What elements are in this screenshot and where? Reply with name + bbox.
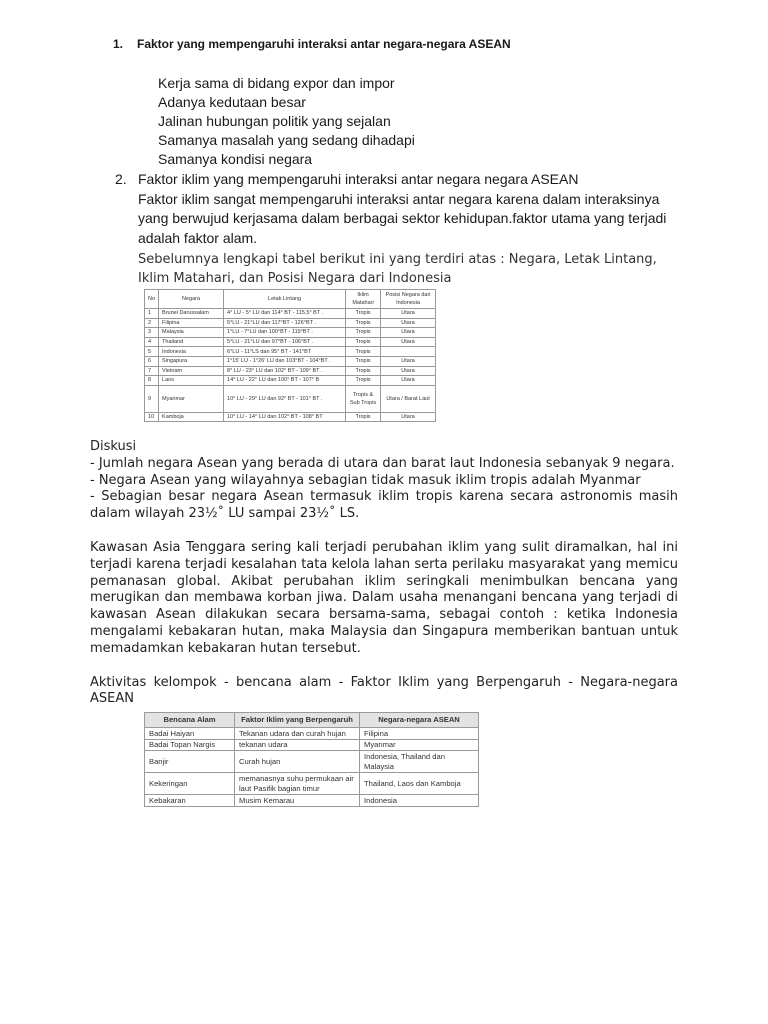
table-cell: 5°LU - 21°LU dan 117°BT - 126°BT . [224, 318, 346, 328]
disaster-climate-table [144, 712, 479, 807]
factor-item: Adanya kedutaan besar [158, 94, 306, 110]
table-cell: Vietnam [159, 366, 224, 376]
table-cell: Tropis [346, 328, 381, 338]
table-cell: Tropis [346, 318, 381, 328]
table-cell: 7 [145, 366, 159, 376]
question-1-heading [113, 37, 511, 51]
col-header-country: Negara [159, 290, 224, 309]
question-2-heading [115, 170, 675, 190]
factor-item: Samanya kondisi negara [158, 151, 313, 167]
table-cell: Utara [381, 309, 436, 319]
table-cell: 5°LU - 21°LU dan 97°BT - 106°BT . [224, 337, 346, 347]
table-cell: Utara [381, 412, 436, 422]
discussion-point: - Negara Asean yang wilayahnya sebagian tidak masuk iklim tropis adalah Myanmar [90, 472, 641, 488]
table-cell: 2 [145, 318, 159, 328]
table-cell: 8 [145, 376, 159, 386]
table-row [145, 328, 436, 338]
table-cell: Utara [381, 356, 436, 366]
col-header-disaster: Bencana Alam [145, 713, 235, 728]
factor-item: Kerja sama di bidang expor dan impor [158, 75, 395, 91]
table-cell: Tropis & Sub Tropis [346, 385, 381, 412]
country-latitude-table [144, 289, 436, 422]
question-2-number: 2. [115, 171, 127, 187]
table-cell: Tropis [346, 356, 381, 366]
table-row [145, 376, 436, 386]
table-cell: 4 [145, 337, 159, 347]
table-row [145, 309, 436, 319]
table-row [145, 412, 436, 422]
table-row [145, 347, 436, 357]
table-cell: Banjir [145, 751, 235, 773]
table-cell: 10 [145, 412, 159, 422]
factor-item: Jalinan hubungan politik yang sejalan [158, 113, 391, 129]
table-cell: 10° LU - 14° LU dan 102° BT - 108° BT [224, 412, 346, 422]
discussion-point: - Jumlah negara Asean yang berada di utara dan barat laut Indonesia sebanyak 9 negara. [90, 455, 675, 471]
table-cell: 1 [145, 309, 159, 319]
question-2 [115, 170, 675, 288]
table-cell: Utara / Barat Laut [381, 385, 436, 412]
table-cell: Tropis [346, 376, 381, 386]
question-1-number: 1. [113, 37, 124, 51]
table-cell: Thailand [159, 337, 224, 347]
table-cell: Myanmar [360, 739, 479, 751]
table-cell: Tekanan udara dan curah hujan [235, 728, 360, 740]
table-cell: Utara [381, 318, 436, 328]
table-cell: 8° LU - 23° LU dan 102° BT - 109° BT . [224, 366, 346, 376]
table-cell [381, 347, 436, 357]
table-cell: 6°LU - 11°LS dan 95° BT - 141°BT [224, 347, 346, 357]
table-cell: 3 [145, 328, 159, 338]
table-row [145, 728, 479, 740]
question-2-body: Faktor iklim sangat mempengaruhi interaksi antar negara karena dalam interaksinya yang berwujud kerjasama dalam berbagai sektor kehidupan.faktor utama yang terjadi adalah faktor alam. [138, 190, 667, 246]
table-cell: Myanmar [159, 385, 224, 412]
table-cell: tekanan udara [235, 739, 360, 751]
table-cell: memanasnya suhu permukaan air laut Pasifik bagian timur [235, 773, 360, 795]
table-cell: Kebakaran [145, 795, 235, 807]
table-header-row [145, 713, 479, 728]
table-row [145, 356, 436, 366]
table-cell: 5 [145, 347, 159, 357]
table-row [145, 739, 479, 751]
table-row [145, 337, 436, 347]
table-cell: 9 [145, 385, 159, 412]
table-cell: Badai Topan Nargis [145, 739, 235, 751]
table-cell: Tropis [346, 366, 381, 376]
table-row [145, 751, 479, 773]
question-2-title: Faktor iklim yang mempengaruhi interaksi antar negara negara ASEAN [138, 171, 579, 187]
table-cell: Badai Haiyan [145, 728, 235, 740]
table-row [145, 366, 436, 376]
table-cell: 1°15' LU - 1°26' LU dan 103°BT - 104°BT . [224, 356, 346, 366]
table-cell: Filipina [360, 728, 479, 740]
table-cell: Utara [381, 337, 436, 347]
table-row [145, 385, 436, 412]
table-cell: 6 [145, 356, 159, 366]
table-cell: Utara [381, 366, 436, 376]
factor-list [158, 74, 415, 169]
discussion-paragraph: Kawasan Asia Tenggara sering kali terjadi perubahan iklim yang sulit diramalkan, hal ini terjadi karena terjadi kesalahan tata kelola lahan serta perilaku masyarakat yang memicu pemanasan global. Akibat perubahan iklim seringkali menimbulkan bencana yang merugikan dan membawa korban jiwa. Dalam usaha menangani bencana yang terjadi di kawasan Asean dilakukan secara bersama-sama, sebagai contoh : ketika Indonesia mengalami kebakaran hutan, maka Malaysia dan Singapura memberikan bantuan untuk memadamkan kebakaran hutan tersebut. [90, 539, 678, 656]
table-cell: Utara [381, 376, 436, 386]
discussion-title: Diskusi [90, 439, 137, 454]
col-header-climate-factor: Faktor Iklim yang Berpengaruh [235, 713, 360, 728]
table-cell: Kamboja [159, 412, 224, 422]
activity-heading: Aktivitas kelompok - bencana alam - Faktor Iklim yang Berpengaruh - Negara-negara ASEAN [90, 674, 678, 707]
table-cell: 4° LU - 5° LU dan 114° BT - 115,5° BT . [224, 309, 346, 319]
factor-item: Samanya masalah yang sedang dihadapi [158, 132, 415, 148]
table-cell: Laos [159, 376, 224, 386]
table-cell: Indonesia [360, 795, 479, 807]
col-header-latitude: Letak Lintang [224, 290, 346, 309]
table-header-row [145, 290, 436, 309]
table-cell: Tropis [346, 347, 381, 357]
table-cell: Filipina [159, 318, 224, 328]
table-cell: Curah hujan [235, 751, 360, 773]
col-header-climate: Iklim Matahari [346, 290, 381, 309]
question-2-intro: Sebelumnya lengkapi tabel berikut ini yang terdiri atas : Negara, Letak Lintang, Iklim Matahari, dan Posisi Negara dari Indonesia [138, 252, 657, 286]
table-cell: Musim Kemarau [235, 795, 360, 807]
table-cell: Thailand, Laos dan Kamboja [360, 773, 479, 795]
col-header-no: No [145, 290, 159, 309]
table-cell: Kekeringan [145, 773, 235, 795]
table-cell: Malaysia [159, 328, 224, 338]
table-cell: Indonesia, Thailand dan Malaysia [360, 751, 479, 773]
table-cell: Tropis [346, 309, 381, 319]
table-row [145, 795, 479, 807]
table-cell: Utara [381, 328, 436, 338]
table-row [145, 773, 479, 795]
table-cell: Tropis [346, 412, 381, 422]
discussion-point: - Sebagian besar negara Asean termasuk iklim tropis karena secara astronomis masih dalam wilayah 23½˚ LU sampai 23½˚ LS. [90, 489, 678, 522]
table-cell: 14° LU - 22° LU dan 100° BT - 107° B [224, 376, 346, 386]
table-cell: 1°LU - 7°LU dan 100°BT - 119°BT . [224, 328, 346, 338]
table-row [145, 318, 436, 328]
table-cell: Brunei Darussalam [159, 309, 224, 319]
table-cell: Indonesia [159, 347, 224, 357]
table-cell: Singapura [159, 356, 224, 366]
col-header-position: Posisi Negara dari Indonesia [381, 290, 436, 309]
table-cell: Tropis [346, 337, 381, 347]
discussion-section [90, 439, 678, 708]
table-cell: 10° LU - 29° LU dan 92° BT - 101° BT . [224, 385, 346, 412]
col-header-asean-countries: Negara-negara ASEAN [360, 713, 479, 728]
question-1-title: Faktor yang mempengaruhi interaksi antar negara-negara ASEAN [137, 37, 511, 51]
